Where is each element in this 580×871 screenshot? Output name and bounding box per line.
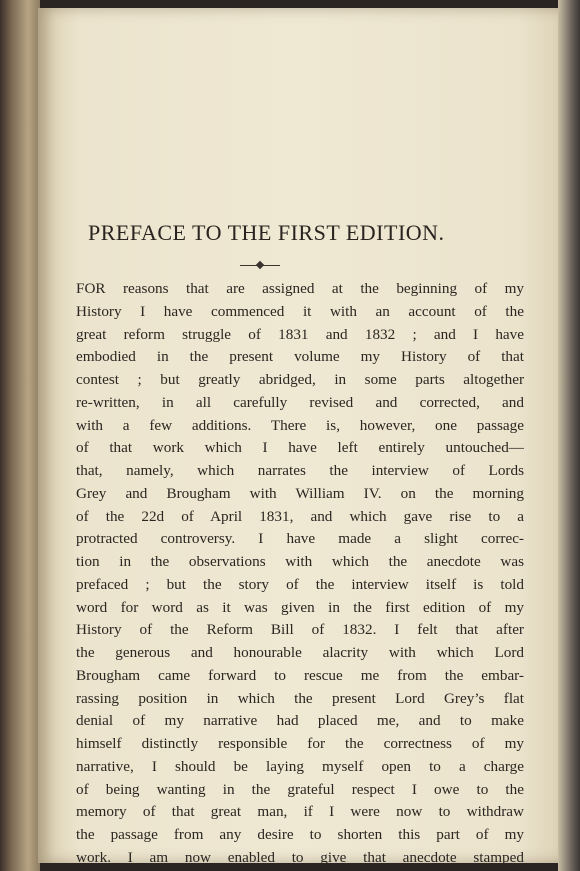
text-line: of that work which I have left entirely untouched— xyxy=(76,439,524,457)
text-line: himself distinctly responsible for the correctness of my xyxy=(76,735,524,752)
left-page-edge xyxy=(0,0,40,871)
text-line: tion in the observations with which the anecdote was xyxy=(76,553,524,570)
text-line: the generous and honourable alacrity with which Lord xyxy=(76,644,524,661)
page-title: PREFACE TO THE FIRST EDITION. xyxy=(88,220,445,245)
text-line: work. I am now enabled to give that anecdote stamped xyxy=(76,848,524,866)
text-line: rassing position in which the present Lord Grey’s flat xyxy=(76,689,524,707)
text-line: History of the Reform Bill of 1832. I felt that after xyxy=(76,621,524,639)
text-line: that, namely, which narrates the interview of Lords xyxy=(76,462,524,479)
text-line: History I have commenced it with an account of the xyxy=(76,302,524,320)
text-line: re-written, in all carefully revised and corrected, and xyxy=(76,393,524,411)
text-line: prefaced ; but the story of the interview itself is told xyxy=(76,575,524,593)
text-line: Grey and Brougham with William IV. on the morning xyxy=(76,484,524,502)
ornament-diamond xyxy=(256,261,264,269)
text-line: of the 22d of April 1831, and which gave rise to a xyxy=(76,507,524,525)
title-ornament xyxy=(240,262,280,268)
line-text: reasons that are assigned at the beginning of my xyxy=(105,280,524,297)
text-line: great reform struggle of 1831 and 1832 ; and I have xyxy=(76,325,524,343)
small-caps-word: OR xyxy=(84,280,106,297)
text-line: with a few additions. There is, however, one passage xyxy=(76,416,524,434)
text-line: protracted controversy. I have made a slight correc- xyxy=(76,530,524,548)
text-line: the passage from any desire to shorten this part of my xyxy=(76,826,524,843)
text-line: contest ; but greatly abridged, in some parts altogether xyxy=(76,371,524,388)
text-line: narrative, I should be laying myself open to a charge xyxy=(76,757,524,775)
text-line: denial of my narrative had placed me, and to make xyxy=(76,712,524,730)
text-line: memory of that great man, if I were now to withdraw xyxy=(76,803,524,821)
text-line: of being wanting in the grateful respect I owe to the xyxy=(76,780,524,798)
text-line: embodied in the present volume my History of that xyxy=(76,348,524,366)
preface-text xyxy=(76,278,524,870)
text-line: Brougham came forward to rescue me from the embar- xyxy=(76,666,524,684)
text-line: word for word as it was given in the first edition of my xyxy=(76,598,524,616)
drop-initial: F xyxy=(76,280,85,297)
right-page-edge xyxy=(558,0,580,871)
text-line xyxy=(76,278,524,301)
